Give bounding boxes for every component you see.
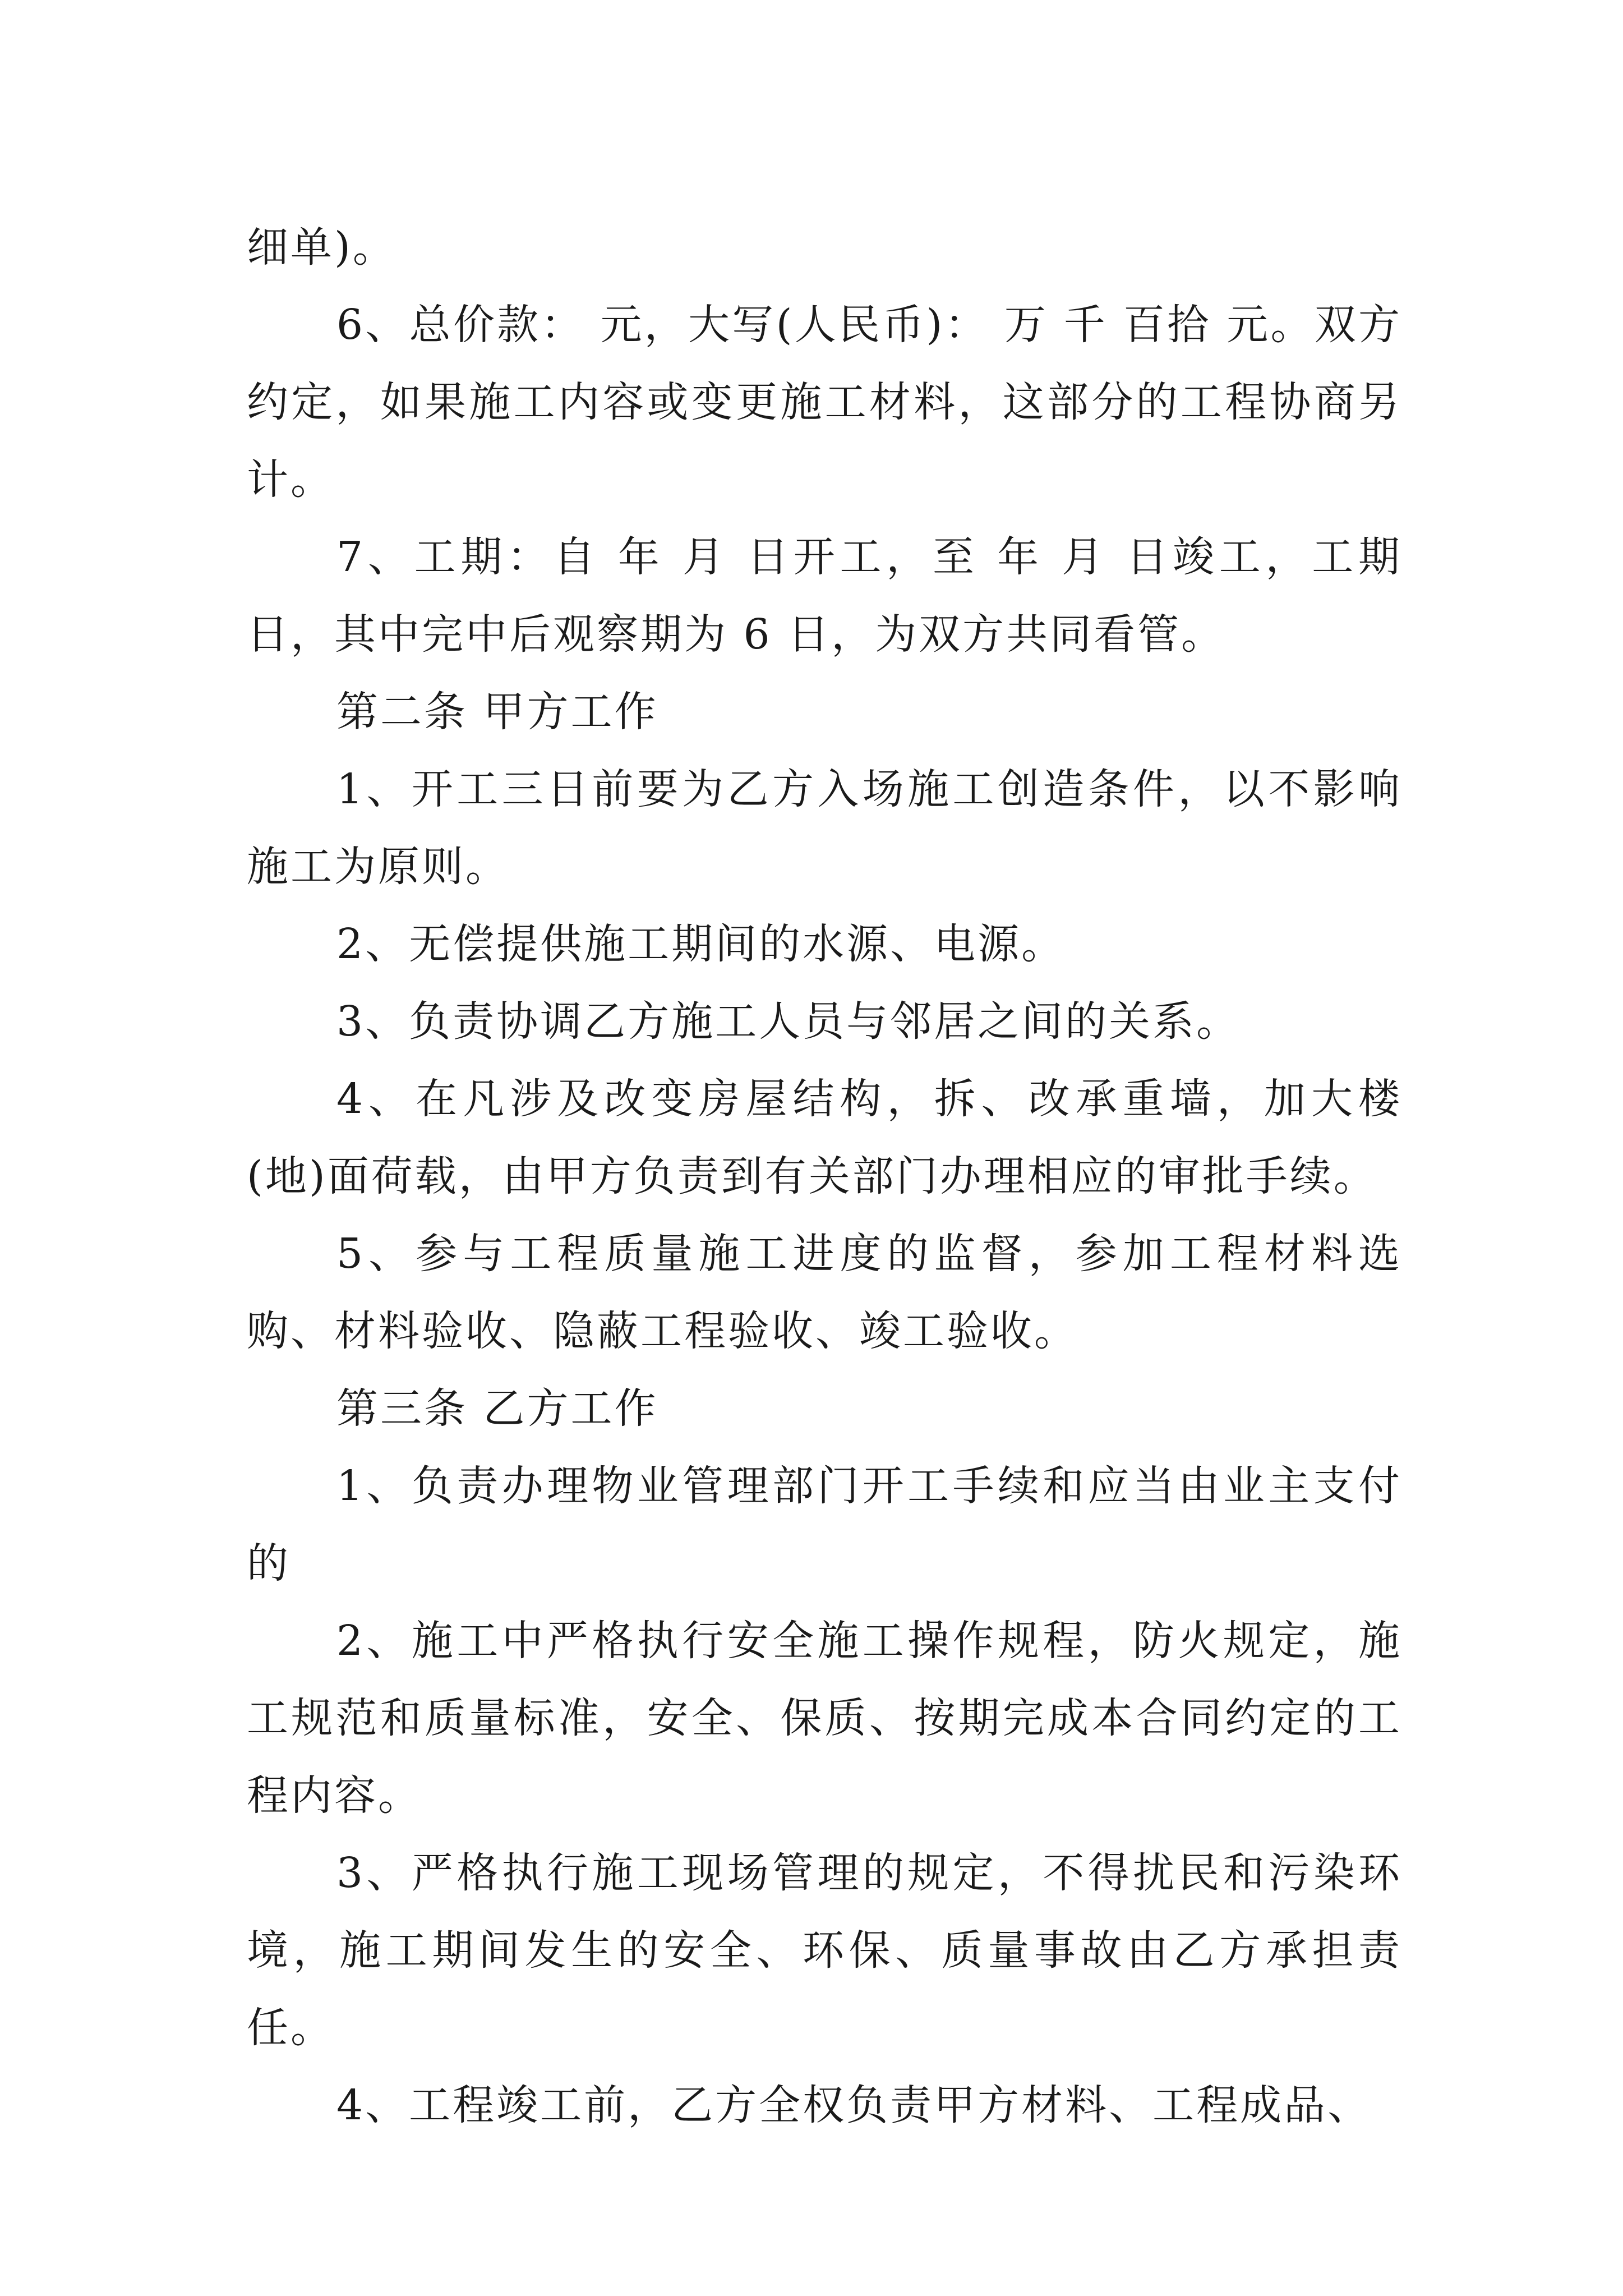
paragraph: 3、严格执行施工现场管理的规定，不得扰民和污染环境，施工期间发生的安全、环保、质量事故由乙方承担责任。 <box>247 1849 1402 2052</box>
paragraph: 1、开工三日前要为乙方入场施工创造条件，以不影响施工为原则。 <box>247 765 1402 891</box>
paragraph: 2、无偿提供施工期间的水源、电源。 <box>336 920 1066 968</box>
paragraph: 4、工程竣工前，乙方全权负责甲方材料、工程成品、 <box>336 2081 1372 2129</box>
paragraph: 1、负责办理物业管理部门开工手续和应当由业主支付的 <box>247 1462 1402 1588</box>
section-heading-party-b: 第三条 乙方工作 <box>336 1384 658 1433</box>
paragraph: 5、参与工程质量施工进度的监督，参加工程材料选购、材料验收、隐蔽工程验收、竣工验收。 <box>247 1230 1402 1355</box>
paragraph-duration: 7、工期：自 年 月 日开工，至 年 月 日竣工，工期 日，其中完中后观察期为 6 日，为双方共同看管。 <box>247 533 1402 659</box>
section-heading-party-a: 第二条 甲方工作 <box>336 688 658 736</box>
document-body <box>247 209 1402 2144</box>
paragraph: 2、施工中严格执行安全施工操作规程，防火规定，施工规范和质量标准，安全、保质、按期完成本合同约定的工程内容。 <box>247 1617 1402 1820</box>
paragraph: 4、在凡涉及改变房屋结构，拆、改承重墙，加大楼(地)面荷载，由甲方负责到有关部门办理相应的审批手续。 <box>247 1075 1402 1200</box>
paragraph: 细单)。 <box>247 223 396 272</box>
paragraph: 3、负责协调乙方施工人员与邻居之间的关系。 <box>336 997 1241 1046</box>
paragraph-total-price: 6、总价款： 元，大写(人民币)： 万 千 百拾 元。双方约定，如果施工内容或变更施工材料，这部分的工程协商另计。 <box>247 301 1402 504</box>
